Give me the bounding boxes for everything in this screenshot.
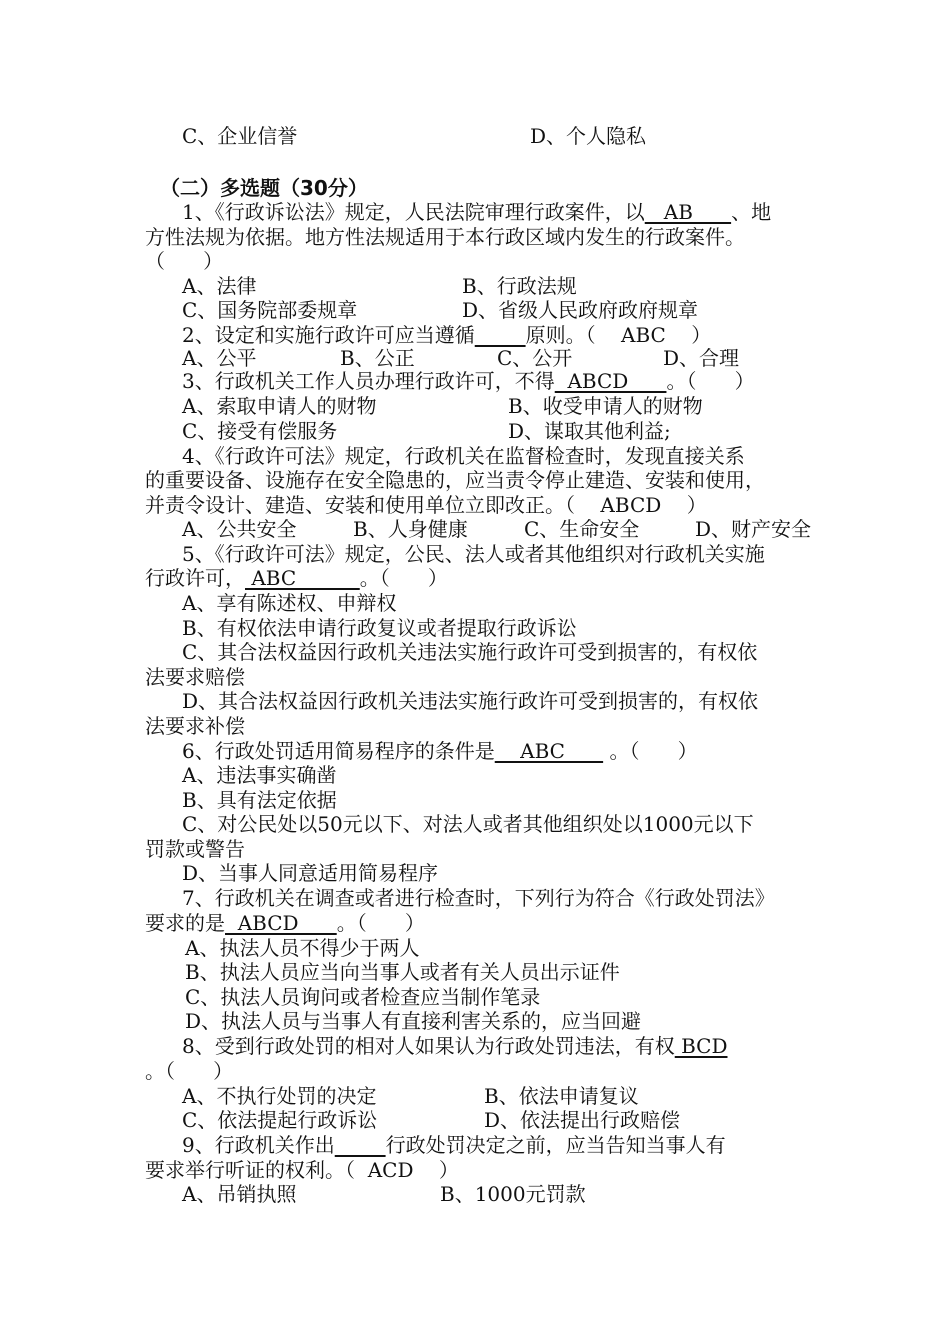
text-segment: 。（ ）	[359, 566, 448, 590]
question-text	[145, 566, 448, 591]
question-8	[182, 1034, 728, 1059]
option-c: C、公开	[497, 346, 573, 370]
option-c: C、企业信誉	[182, 124, 298, 148]
option-d: D、财产安全	[695, 517, 812, 541]
option-c: C、对公民处以50元以下、对法人或者其他组织处以1000元以下	[182, 812, 754, 836]
text-segment: 6、行政处罚适用简易程序的条件是	[182, 739, 495, 763]
option-a: A、享有陈述权、申辩权	[182, 591, 397, 615]
option-b: B、收受申请人的财物	[508, 394, 703, 418]
answer-parentheses: （ ）	[145, 249, 224, 273]
answer-blank: ABC	[245, 566, 360, 590]
text-segment: 。（ ）	[603, 739, 698, 763]
question-7: 7、行政机关在调查或者进行检查时，下列行为符合《行政处罚法》	[182, 886, 775, 910]
option-a: A、法律	[182, 274, 257, 298]
question-4: 4、《行政许可法》规定，行政机关在监督检查时，发现直接关系	[182, 444, 745, 468]
option-a: A、公共安全	[182, 517, 297, 541]
option-c-continued: 法要求赔偿	[145, 665, 245, 689]
text-segment: 。（ ）	[336, 911, 425, 935]
option-a: A、吊销执照	[182, 1182, 297, 1206]
option-b: B、1000元罚款	[440, 1182, 586, 1206]
answer-blank: AB	[644, 200, 732, 224]
section-title: （二）多选题（30分）	[160, 176, 368, 200]
text-segment: 原则。（ ABC ）	[525, 323, 712, 347]
question-text: 并责令设计、建造、安装和使用单位立即改正。（ ABCD ）	[145, 493, 707, 517]
option-d: D、省级人民政府政府规章	[462, 298, 699, 322]
option-b: B、依法申请复议	[484, 1084, 639, 1108]
answer-blank: BCD	[674, 1034, 728, 1058]
option-b: B、行政法规	[462, 274, 577, 298]
question-9	[182, 1133, 726, 1158]
option-d: D、依法提出行政赔偿	[484, 1108, 681, 1132]
option-d: D、其合法权益因行政机关违法实施行政许可受到损害的，有权依	[182, 689, 759, 713]
text-segment: 。（ ）	[666, 369, 755, 393]
option-b: B、公正	[340, 346, 415, 370]
question-3	[182, 369, 755, 394]
option-d: D、谋取其他利益;	[508, 419, 671, 443]
option-d: D、当事人同意适用简易程序	[182, 861, 439, 885]
question-text: 方性法规为依据。地方性法规适用于本行政区域内发生的行政案件。	[145, 225, 745, 249]
option-c-continued: 罚款或警告	[145, 837, 245, 861]
question-1	[182, 200, 771, 225]
option-a: A、不执行处罚的决定	[182, 1084, 377, 1108]
option-d: D、执法人员与当事人有直接利害关系的，应当回避	[185, 1009, 642, 1033]
option-c: C、依法提起行政诉讼	[182, 1108, 378, 1132]
option-c: C、国务院部委规章	[182, 298, 358, 322]
option-c: C、其合法权益因行政机关违法实施行政许可受到损害的，有权依	[182, 640, 758, 664]
question-5: 5、《行政许可法》规定，公民、法人或者其他组织对行政机关实施	[182, 542, 765, 566]
text-segment: 1、《行政诉讼法》规定，人民法院审理行政案件，以	[182, 200, 645, 224]
text-segment: 9、行政机关作出	[182, 1133, 335, 1157]
answer-parentheses: 。（ ）	[145, 1059, 234, 1083]
text-segment: 行政许可，	[145, 566, 245, 590]
answer-blank: ABC	[494, 739, 604, 763]
answer-blank	[335, 1133, 386, 1157]
question-6	[182, 739, 698, 764]
option-d: D、合理	[663, 346, 740, 370]
question-text: 要求举行听证的权利。（ ACD ）	[145, 1158, 459, 1182]
option-b: B、执法人员应当向当事人或者有关人员出示证件	[185, 960, 620, 984]
option-c: C、生命安全	[524, 517, 640, 541]
option-a: A、索取申请人的财物	[182, 394, 377, 418]
text-segment: 要求的是	[145, 911, 225, 935]
text-segment: 、地	[731, 200, 772, 224]
text-segment: 行政处罚决定之前，应当告知当事人有	[385, 1133, 726, 1157]
option-b: B、人身健康	[353, 517, 468, 541]
option-d-continued: 法要求补偿	[145, 714, 245, 738]
question-2	[182, 323, 711, 348]
question-text	[145, 911, 425, 936]
option-c: C、接受有偿服务	[182, 419, 338, 443]
text-segment: 8、受到行政处罚的相对人如果认为行政处罚违法，有权	[182, 1034, 675, 1058]
answer-blank: ABCD	[554, 369, 667, 393]
option-a: A、执法人员不得少于两人	[185, 936, 420, 960]
option-a: A、违法事实确凿	[182, 763, 337, 787]
option-a: A、公平	[182, 346, 257, 370]
text-segment: 2、设定和实施行政许可应当遵循	[182, 323, 475, 347]
option-d: D、个人隐私	[530, 124, 647, 148]
text-segment: 3、行政机关工作人员办理行政许可，不得	[182, 369, 555, 393]
option-c: C、执法人员询问或者检查应当制作笔录	[185, 985, 541, 1009]
option-b: B、具有法定依据	[182, 788, 337, 812]
question-text: 的重要设备、设施存在安全隐患的，应当责令停止建造、安装和使用，	[145, 468, 765, 492]
option-b: B、有权依法申请行政复议或者提取行政诉讼	[182, 616, 577, 640]
answer-blank: ABCD	[225, 911, 337, 935]
answer-blank	[475, 323, 526, 347]
